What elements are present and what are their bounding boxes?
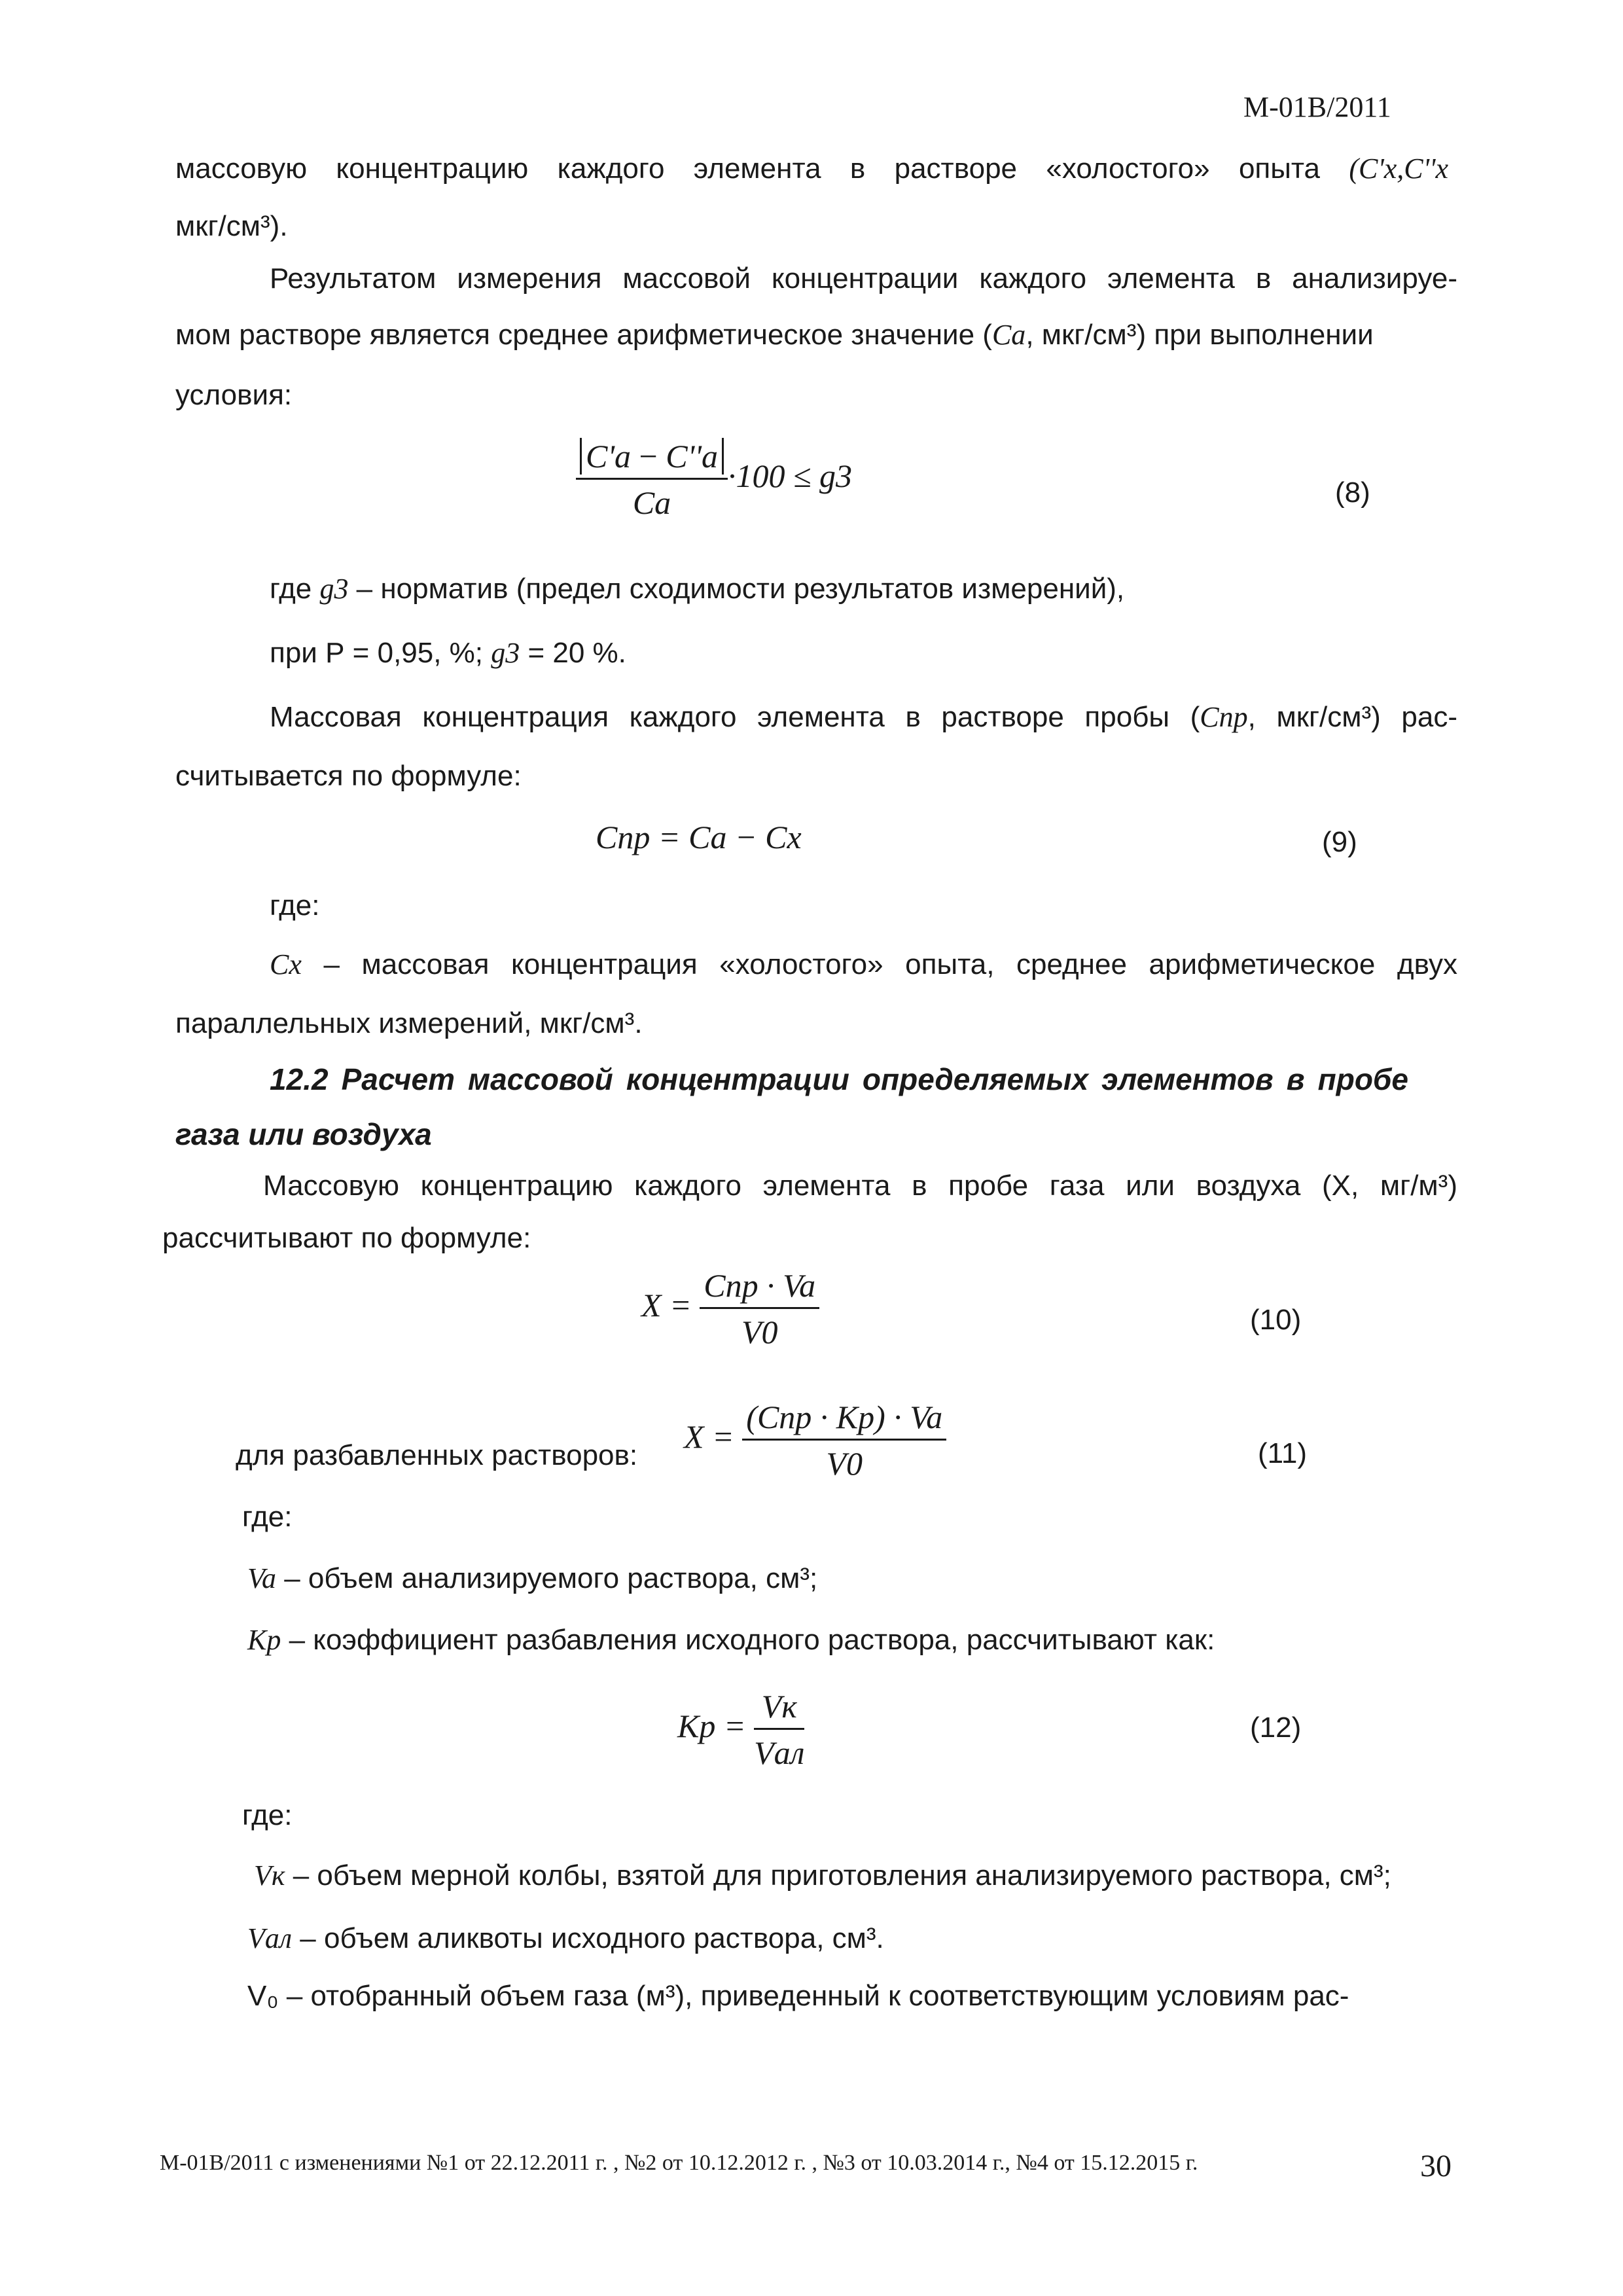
paragraph-line bbox=[270, 699, 1457, 736]
paragraph-line bbox=[247, 1920, 884, 1957]
equation-number: (12) bbox=[1250, 1712, 1302, 1744]
equation-label: для разбавленных растворов: bbox=[236, 1439, 638, 1471]
math-inline: Va bbox=[247, 1562, 276, 1594]
paragraph-text: – массовая концентрация «холостого» опыта, среднее арифметическое двух bbox=[301, 948, 1457, 980]
math-operator: − bbox=[631, 438, 666, 475]
paragraph-text: Массовая концентрация каждого элемента в растворе пробы ( bbox=[270, 701, 1200, 733]
equation-10 bbox=[641, 1266, 819, 1351]
paragraph-line bbox=[270, 635, 626, 672]
math-term: Cпр · Va bbox=[700, 1266, 819, 1309]
math-term: Kp = bbox=[677, 1707, 746, 1744]
math-term: Ca bbox=[632, 484, 671, 521]
paragraph-line: рассчитывают по формуле: bbox=[162, 1222, 531, 1254]
paragraph-line bbox=[175, 317, 1374, 353]
paragraph-text: – коэффициент разбавления исходного раствора, рассчитывают как: bbox=[281, 1624, 1215, 1656]
paragraph-line bbox=[247, 1560, 817, 1597]
paragraph-line: мкг/см³). bbox=[175, 210, 288, 242]
math-term: C''a bbox=[666, 438, 718, 475]
math-inline: (C'x,C''x bbox=[1349, 152, 1448, 185]
math-term: (Cпр · Kp) · Va bbox=[742, 1398, 946, 1441]
equation-number: (10) bbox=[1250, 1304, 1302, 1336]
math-inline: Kp bbox=[247, 1624, 281, 1656]
paragraph-text: мом растворе является среднее арифметическое значение ( bbox=[175, 319, 992, 351]
equation-8 bbox=[576, 437, 852, 522]
equation-number: (11) bbox=[1258, 1437, 1307, 1469]
footer-revision-note: М-01В/2011 с изменениями №1 от 22.12.2011 г. , №2 от 10.12.2012 г. , №3 от 10.03.2014 г., №4 от 15.12.2015 г. bbox=[160, 2151, 1198, 2175]
paragraph-text: – объем мерной колбы, взятой для приготовления анализируемого раствора, см³; bbox=[285, 1859, 1391, 1892]
paragraph-line: где: bbox=[242, 1501, 293, 1533]
paragraph-line bbox=[247, 1622, 1215, 1659]
section-heading: 12.2 Расчет массовой концентрации определяемых элементов в пробе bbox=[270, 1062, 1408, 1096]
paragraph-line: Массовую концентрацию каждого элемента в пробе газа или воздуха (Х, мг/м³) bbox=[263, 1170, 1457, 1202]
equation-11 bbox=[684, 1398, 946, 1482]
math-inline: Cx bbox=[270, 948, 302, 980]
math-term: Vк bbox=[754, 1687, 804, 1730]
paragraph-line: Результатом измерения массовой концентрации каждого элемента в анализируе- bbox=[270, 262, 1457, 295]
paragraph-text: – норматив (предел сходимости результатов измерений), bbox=[348, 573, 1125, 605]
math-term: V0 bbox=[826, 1445, 863, 1482]
math-term: X = bbox=[684, 1418, 734, 1455]
paragraph-text: где bbox=[270, 573, 320, 605]
page-number: 30 bbox=[1420, 2149, 1452, 2183]
math-inline: Cпр bbox=[1200, 701, 1248, 733]
paragraph-line: где: bbox=[242, 1799, 293, 1831]
equation-9: Cпр = Ca − Cx bbox=[596, 819, 802, 855]
paragraph-line bbox=[254, 1857, 1391, 1894]
math-term: ·100 ≤ g3 bbox=[728, 457, 852, 494]
paragraph-line: параллельных измерений, мкг/см³. bbox=[175, 1007, 643, 1039]
math-term: V0 bbox=[741, 1314, 778, 1350]
paragraph-line: считывается по формуле: bbox=[175, 760, 522, 792]
math-term: X = bbox=[641, 1286, 692, 1323]
math-inline: Ca bbox=[991, 319, 1026, 351]
equation-number: (9) bbox=[1322, 826, 1357, 858]
paragraph-line: V₀ – отобранный объем газа (м³), приведенный к соответствующим условиям рас- bbox=[247, 1980, 1349, 2012]
math-term: Vал bbox=[754, 1734, 805, 1771]
paragraph-line bbox=[270, 571, 1124, 607]
math-inline: Vал bbox=[247, 1922, 293, 1954]
equation-12 bbox=[677, 1687, 804, 1772]
paragraph-text: при Р = 0,95, %; bbox=[270, 637, 491, 669]
paragraph-line: условия: bbox=[175, 379, 293, 411]
paragraph-line: где: bbox=[270, 889, 320, 922]
paragraph-text: = 20 %. bbox=[520, 637, 626, 669]
paragraph-text: , мкг/см³) рас- bbox=[1247, 701, 1457, 733]
document-code-header: М-01В/2011 bbox=[1243, 91, 1391, 123]
paragraph-line bbox=[270, 946, 1457, 983]
section-heading: газа или воздуха bbox=[175, 1117, 432, 1151]
paragraph-line bbox=[175, 151, 1448, 187]
paragraph-text: массовую концентрацию каждого элемента в растворе «холостого» опыта bbox=[175, 152, 1321, 185]
math-term: C'a bbox=[586, 438, 632, 475]
math-inline: g3 bbox=[319, 573, 349, 605]
math-inline: Vк bbox=[254, 1859, 285, 1892]
paragraph-text: , мкг/см³) при выполнении bbox=[1026, 319, 1374, 351]
paragraph-text: – объем аликвоты исходного раствора, см³. bbox=[292, 1922, 884, 1954]
math-inline: g3 bbox=[491, 637, 520, 669]
equation-number: (8) bbox=[1335, 476, 1370, 509]
paragraph-text: – объем анализируемого раствора, см³; bbox=[276, 1562, 818, 1594]
